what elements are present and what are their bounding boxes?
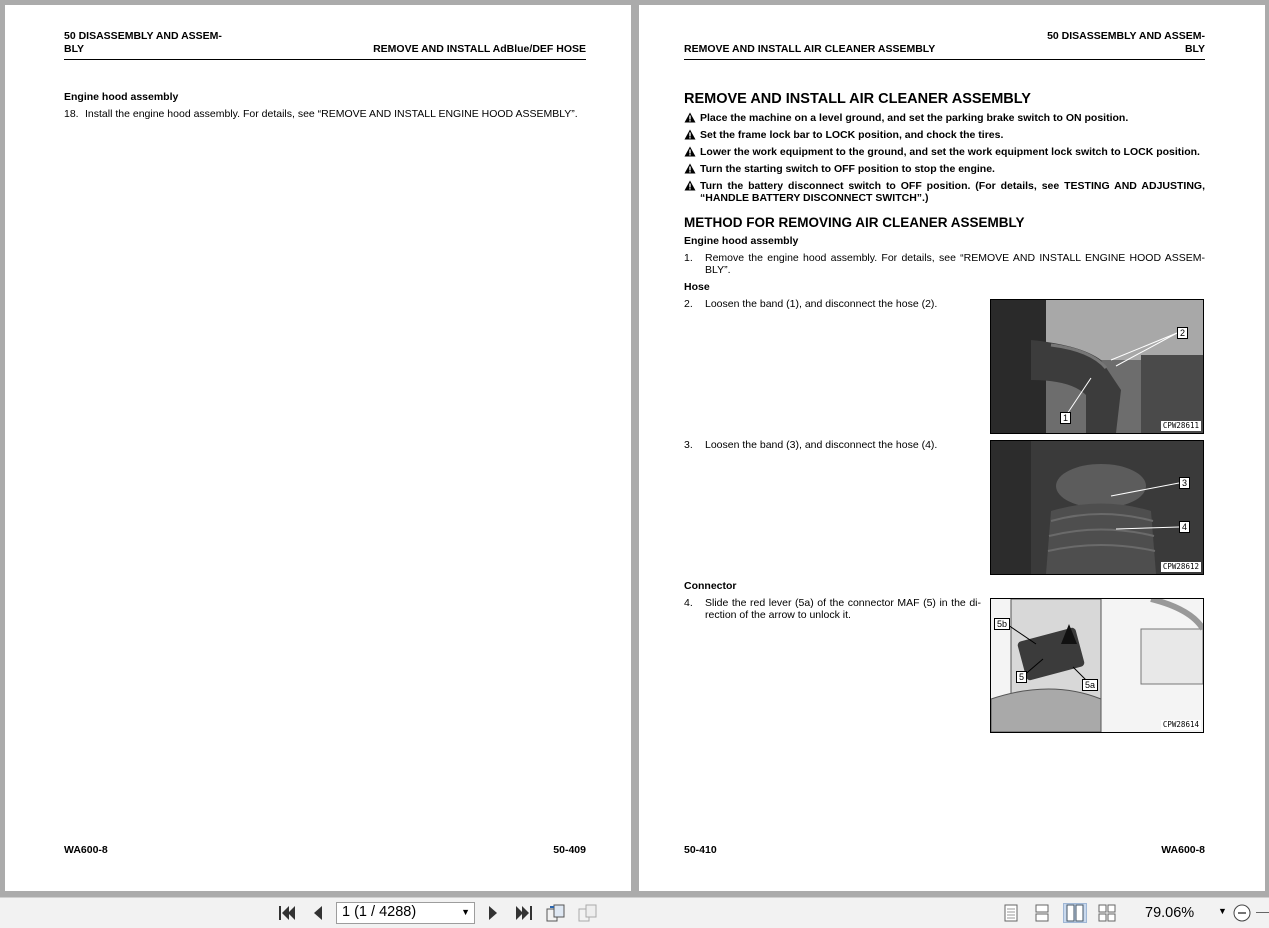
figure-code: CPW28611 — [1162, 421, 1199, 430]
warning-text: Lower the work equipment to the ground, and set the work equipment lock switch to LOCK position. — [700, 146, 1200, 158]
next-page-icon[interactable] — [483, 903, 503, 923]
header-rule — [684, 59, 1205, 60]
zoom-out-icon[interactable] — [1232, 903, 1252, 923]
header-section: 50 DISASSEMBLY AND ASSEM- BLY — [64, 30, 222, 55]
step-text: Loosen the band (1), and disconnect the hose (2). — [705, 298, 938, 310]
header-section: 50 DISASSEMBLY AND ASSEM- BLY — [1047, 30, 1205, 55]
step-text: Install the engine hood assembly. For details, see “REMOVE AND INSTALL ENGINE HOOD ASSEMBLY”. — [85, 108, 578, 120]
subheading-connector: Connector — [684, 580, 737, 592]
footer-model: WA600-8 — [64, 844, 108, 856]
figure-hose-band — [990, 299, 1204, 434]
warning-icon — [684, 180, 696, 194]
warning-icon — [684, 112, 696, 126]
warning-text: Turn the starting switch to OFF position to stop the engine. — [700, 163, 995, 175]
footer-page-number: 50-410 — [684, 844, 717, 856]
warning-text: Place the machine on a level ground, and set the parking brake switch to ON position. — [700, 112, 1129, 124]
subheading-engine-hood: Engine hood assembly — [684, 235, 799, 247]
photo-hose-band-2 — [991, 441, 1203, 574]
figure-code: CPW28612 — [1162, 562, 1199, 571]
document-page-right — [639, 5, 1265, 891]
first-page-icon[interactable] — [277, 903, 297, 923]
prev-page-icon[interactable] — [308, 903, 328, 923]
page-indicator: 1 (1 / 4288) — [342, 904, 417, 920]
viewer-toolbar — [0, 897, 1269, 928]
continuous-facing-icon[interactable] — [1097, 903, 1117, 923]
illustration-connector-maf — [991, 599, 1203, 732]
page-number-select[interactable] — [336, 902, 475, 924]
step-number: 18. — [64, 108, 79, 120]
step-text: Slide the red lever (5a) of the connector MAF (5) in the di-rection of the arrow to unlock it. — [705, 597, 981, 621]
callout-label: 5b — [994, 618, 1010, 630]
warning-icon — [684, 163, 696, 177]
warning-icon — [684, 129, 696, 143]
section-title: REMOVE AND INSTALL AIR CLEANER ASSEMBLY — [684, 91, 1031, 107]
step-text: Loosen the band (3), and disconnect the hose (4). — [705, 439, 938, 451]
callout-label: 2 — [1177, 327, 1188, 339]
footer-model: WA600-8 — [1161, 844, 1205, 856]
method-title: METHOD FOR REMOVING AIR CLEANER ASSEMBLY — [684, 215, 1025, 230]
zoom-slider[interactable] — [1256, 912, 1269, 913]
next-view-icon[interactable] — [578, 903, 598, 923]
step-number: 2. — [684, 298, 693, 310]
figure-connector-maf — [990, 598, 1204, 733]
callout-label: 4 — [1179, 521, 1190, 533]
warning-icon — [684, 146, 696, 160]
callout-label: 5 — [1016, 671, 1027, 683]
facing-pages-icon[interactable] — [1063, 903, 1087, 923]
header-title: REMOVE AND INSTALL AIR CLEANER ASSEMBLY — [684, 43, 936, 55]
step-number: 4. — [684, 597, 693, 609]
previous-view-icon[interactable] — [546, 903, 566, 923]
last-page-icon[interactable] — [514, 903, 534, 923]
callout-label: 1 — [1060, 412, 1071, 424]
step-text: Remove the engine hood assembly. For details, see “REMOVE AND INSTALL ENGINE HOOD ASSEM-BLY”. — [705, 252, 1205, 276]
zoom-level[interactable]: 79.06% — [1145, 905, 1195, 921]
warning-text: Set the frame lock bar to LOCK position, and chock the tires. — [700, 129, 1004, 141]
continuous-page-icon[interactable] — [1032, 903, 1052, 923]
figure-hose-band-2 — [990, 440, 1204, 575]
subheading-hose: Hose — [684, 281, 710, 293]
single-page-icon[interactable] — [1001, 903, 1021, 923]
document-page-left — [5, 5, 631, 891]
header-title: REMOVE AND INSTALL AdBlue/DEF HOSE — [373, 43, 586, 55]
callout-label: 3 — [1179, 477, 1190, 489]
photo-hose-band — [991, 300, 1203, 433]
step-number: 3. — [684, 439, 693, 451]
figure-code: CPW28614 — [1162, 720, 1199, 729]
chevron-down-icon: ▼ — [461, 907, 470, 917]
warning-text: Turn the battery disconnect switch to OFF position. (For details, see TESTING AND ADJUSTING, “HANDLE BATTERY DISCONNECT SWITCH”.) — [700, 180, 1205, 204]
step-number: 1. — [684, 252, 693, 264]
callout-label: 5a — [1082, 679, 1098, 691]
footer-page-number: 50-409 — [553, 844, 586, 856]
subheading: Engine hood assembly — [64, 91, 179, 103]
header-rule — [64, 59, 586, 60]
chevron-down-icon[interactable]: ▼ — [1218, 906, 1227, 916]
